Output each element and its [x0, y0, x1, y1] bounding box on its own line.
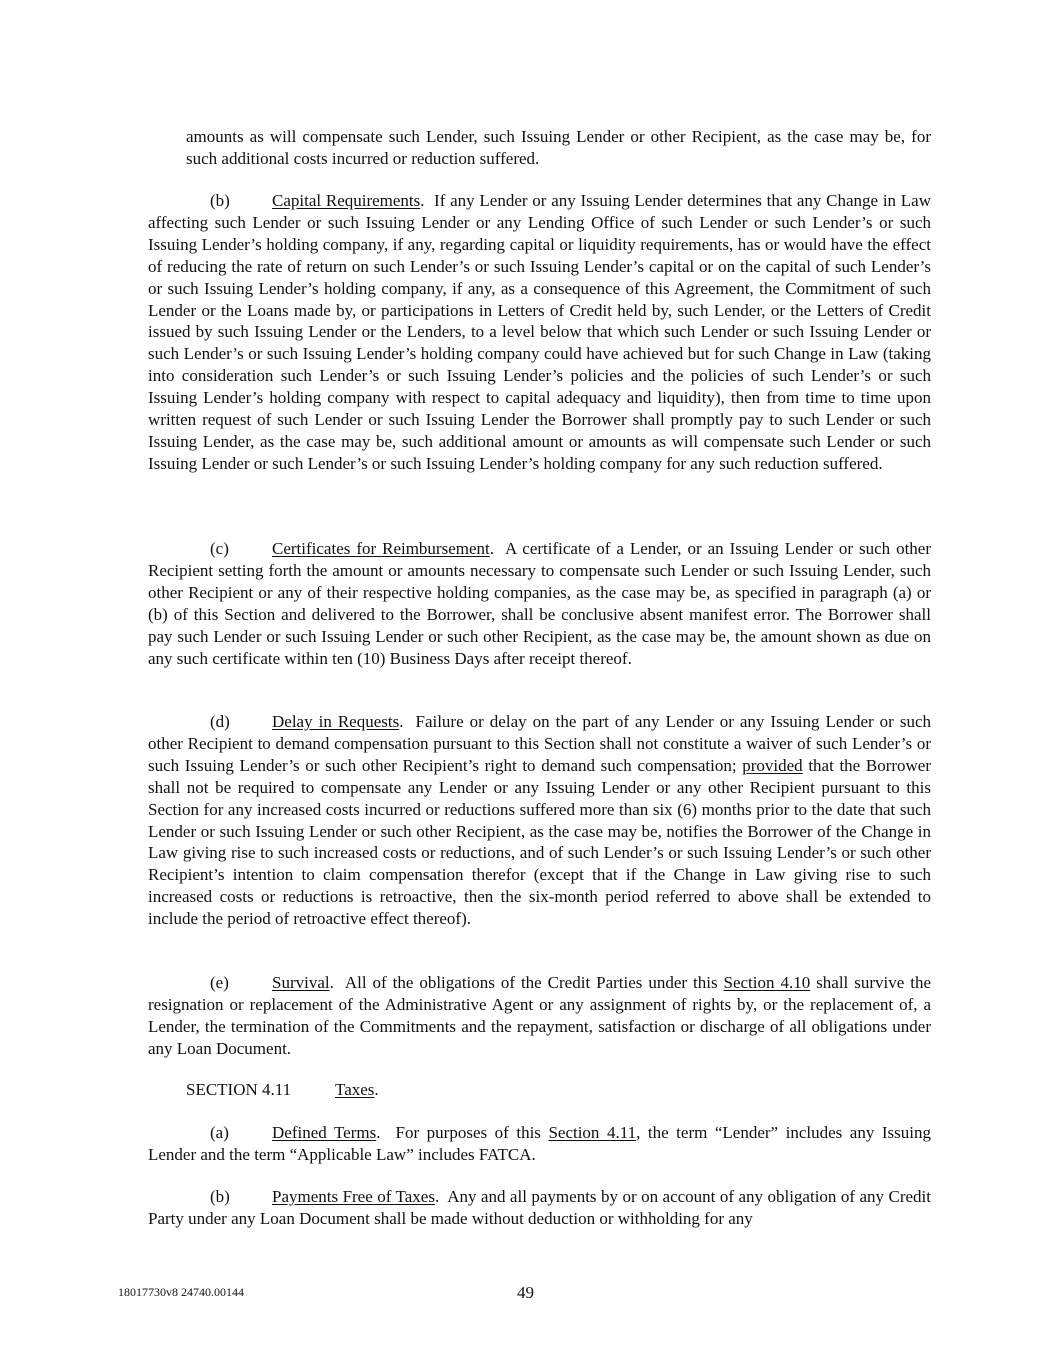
footer-page-number: 49 — [517, 1283, 534, 1302]
paragraph-heading: Defined Terms — [272, 1123, 377, 1142]
section-reference: Section 4.10 — [723, 973, 811, 992]
paragraph-heading: Capital Requirements — [272, 191, 421, 210]
continuation-paragraph — [186, 126, 931, 170]
paragraph-d-delay-in-requests: (d) Delay in Requests. Failure or delay on the part of any Lender or any Issuing Lender or such other Recipient to demand compensation pursuant to this Section shall not constitute a waiver of such Lender’s or such Issuing Lender’s or such other Recipient’s right to demand such compensation; provided that the Borrower shall not be required to compensate any Lender or any Issuing Lender or any other Recipient pursuant to this Section for any increased costs incurred or reductions suffered more than six (6) months prior to the date that such Lender or such Issuing Lender or such other Recipient, as the case may be, notifies the Borrower of the Change in Law giving rise to such increased costs or reductions, and of such Lender’s or such Issuing Lender’s or such other Recipient’s intention to claim compensation therefor (except that if the Change in Law giving rise to such increased costs or reductions is retroactive, then the six-month period referred to above shall be extended to include the period of retroactive effect thereof). — [148, 712, 932, 929]
paragraph-text-continued: shall survive the resignation or replacement of the Administrative Agent or any assignment of rights by, or the replacement of, a Lender, the termination of the Commitments and the repayment, satisfaction or discharge of all obligations under any Loan Document. — [148, 973, 931, 1058]
paragraph-text-continued: that the Borrower shall not be required to compensate any Lender or any Issuing Lender or any other Recipient pursuant to this Section for any increased costs incurred or reductions suffered more than six (6) months prior to the date that such Lender or such Issuing Lender or such other Recipient, as the case may be, notifies the Borrower of the Change in Law giving rise to such increased costs or reductions, and of such Lender’s or such Issuing Lender’s or such other Recipient’s intention to claim compensation therefor (except that if the Change in Law giving rise to such increased costs or reductions is retroactive, then the six-month period referred to above shall be extended to include the period of retroactive effect thereof). — [148, 755, 931, 929]
section-number: SECTION 4.11 — [186, 1080, 292, 1099]
paragraph-text: A certificate of a Lender, or an Issuing Lender or such other Recipient setting forth the amount or amounts necessary to compensate such Lender or such Issuing Lender, such other Recipient or any of their respective holding companies, as the case may be, as specified in paragraph (a) or (b) of this Section and delivered to the Borrower, shall be conclusive absent manifest error. The Borrower shall pay such Lender or such Issuing Lender or such other Recipient, as the case may be, the amount shown as due on any such certificate within ten (10) Business Days after receipt thereof. — [148, 539, 932, 668]
paragraph-text: If any Lender or any Issuing Lender determines that any Change in Law affecting such Lender or such Issuing Lender or any Lending Office of such Lender or such Lender’s or such Issuing Lender’s holding company, if any, regarding capital or liquidity requirements, has or would have the effect of reducing the rate of return on such Lender’s or such Issuing Lender’s capital or on the capital of such Lender’s or such Issuing Lender’s holding company, if any, as a consequence of this Agreement, the Commitment of such Lender or the Loans made by, or participations in Letters of Credit held by, such Lender, or the Letters of Credit issued by such Issuing Lender or the Lenders, to a level below that which such Lender or such Issuing Lender or such Lender’s or such Issuing Lender’s holding company could have achieved but for such Change in Law (taking into consideration such Lender’s or such Issuing Lender’s policies and the policies of such Lender’s or such Issuing Lender’s holding company with respect to capital adequacy and liquidity), then from time to time upon written request of such Lender or such Issuing Lender the Borrower shall promptly pay to such Lender or such Issuing Lender, as the case may be, such additional amount or amounts as will compensate such Lender or such Issuing Lender or such Lender’s or such Issuing Lender’s holding company for any such reduction suffered. — [148, 191, 932, 473]
continuation-text: amounts as will compensate such Lender, such Issuing Lender or other Recipient, as the case may be, for such additional costs incurred or reduction suffered. — [186, 127, 931, 168]
section-paragraph-a-defined-terms: (a) Defined Terms. For purposes of this Section 4.11, the term “Lender” includes any Issuing Lender and the term “Applicable Law” includes FATCA. — [148, 1123, 931, 1164]
paragraph-text: For purposes of this — [395, 1123, 541, 1142]
paragraph-text: Any and all payments by or on account of any obligation of any Credit Party under any Loan Document shall be made without deduction or withholding for any — [148, 1187, 931, 1228]
paragraph-label: (b) — [210, 191, 230, 210]
paragraph-heading: Certificates for Reimbursement — [272, 539, 490, 558]
paragraph-b-capital-requirements: (b) Capital Requirements. If any Lender or any Issuing Lender determines that any Change in Law affecting such Lender or such Issuing Lender or any Lending Office of such Lender or such Lender’s or such Issuing Lender’s holding company, if any, regarding capital or liquidity requirements, has or would have the effect of reducing the rate of return on such Lender’s or such Issuing Lender’s capital or on the capital of such Lender’s or such Issuing Lender’s holding company, if any, as a consequence of this Agreement, the Commitment of such Lender or the Loans made by, or participations in Letters of Credit held by, such Lender, or the Letters of Credit issued by such Issuing Lender or the Lenders, to a level below that which such Lender or such Issuing Lender or such Lender’s or such Issuing Lender’s holding company could have achieved but for such Change in Law (taking into consideration such Lender’s or such Issuing Lender’s policies and the policies of such Lender’s or such Issuing Lender’s holding company with respect to capital adequacy and liquidity), then from time to time upon written request of such Lender or such Issuing Lender the Borrower shall promptly pay to such Lender or such Issuing Lender, as the case may be, such additional amount or amounts as will compensate such Lender or such Issuing Lender or such Lender’s or such Issuing Lender’s holding company for any such reduction suffered. — [148, 191, 932, 473]
paragraph-label: (c) — [210, 539, 229, 558]
paragraph-label: (d) — [210, 712, 230, 731]
paragraph-text: All of the obligations of the Credit Parties under this — [344, 973, 718, 992]
proviso-term: provided — [742, 755, 803, 775]
footer-document-id: 18017730v8 24740.00144 — [118, 1285, 244, 1299]
paragraph-heading: Delay in Requests — [272, 712, 400, 731]
paragraph-text-continued: , the term “Lender” includes any Issuing Lender and the term “Applicable Law” includes FATCA. — [148, 1123, 931, 1164]
paragraph-heading: Payments Free of Taxes — [272, 1187, 435, 1206]
paragraph-c-certificates: (c) Certificates for Reimbursement. A certificate of a Lender, or an Issuing Lender or such other Recipient setting forth the amount or amounts necessary to compensate such Lender or such Issuing Lender, such other Recipient or any of their respective holding companies, as the case may be, as specified in paragraph (a) or (b) of this Section and delivered to the Borrower, shall be conclusive absent manifest error. The Borrower shall pay such Lender or such Issuing Lender or such other Recipient, as the case may be, the amount shown as due on any such certificate within ten (10) Business Days after receipt thereof. — [148, 539, 932, 668]
paragraph-label: (b) — [210, 1187, 230, 1206]
paragraph-heading: Survival — [272, 973, 330, 992]
section-reference: Section 4.11 — [548, 1123, 637, 1142]
paragraph-e-survival: (e) Survival. All of the obligations of the Credit Parties under this Section 4.10 shall survive the resignation or replacement of the Administrative Agent or any assignment of rights by, or the replacement of, a Lender, the termination of the Commitments and the repayment, satisfaction or discharge of all obligations under any Loan Document. — [148, 973, 931, 1058]
section-paragraph-b-payments-free-of-taxes: (b) Payments Free of Taxes. Any and all payments by or on account of any obligation of any Credit Party under any Loan Document shall be made without deduction or withholding for any — [148, 1187, 931, 1228]
paragraph-text: Failure or delay on the part of any Lender or any Issuing Lender or such other Recipient to demand compensation pursuant to this Section shall not constitute a waiver of such Lender’s or such Issuing Lender’s or such other Recipient’s right to demand such compensation; — [148, 712, 932, 775]
section-heading: SECTION 4.11 Taxes. — [186, 1080, 379, 1099]
section-title: Taxes — [335, 1080, 375, 1099]
paragraph-label: (a) — [210, 1123, 229, 1142]
paragraph-label: (e) — [210, 973, 229, 992]
